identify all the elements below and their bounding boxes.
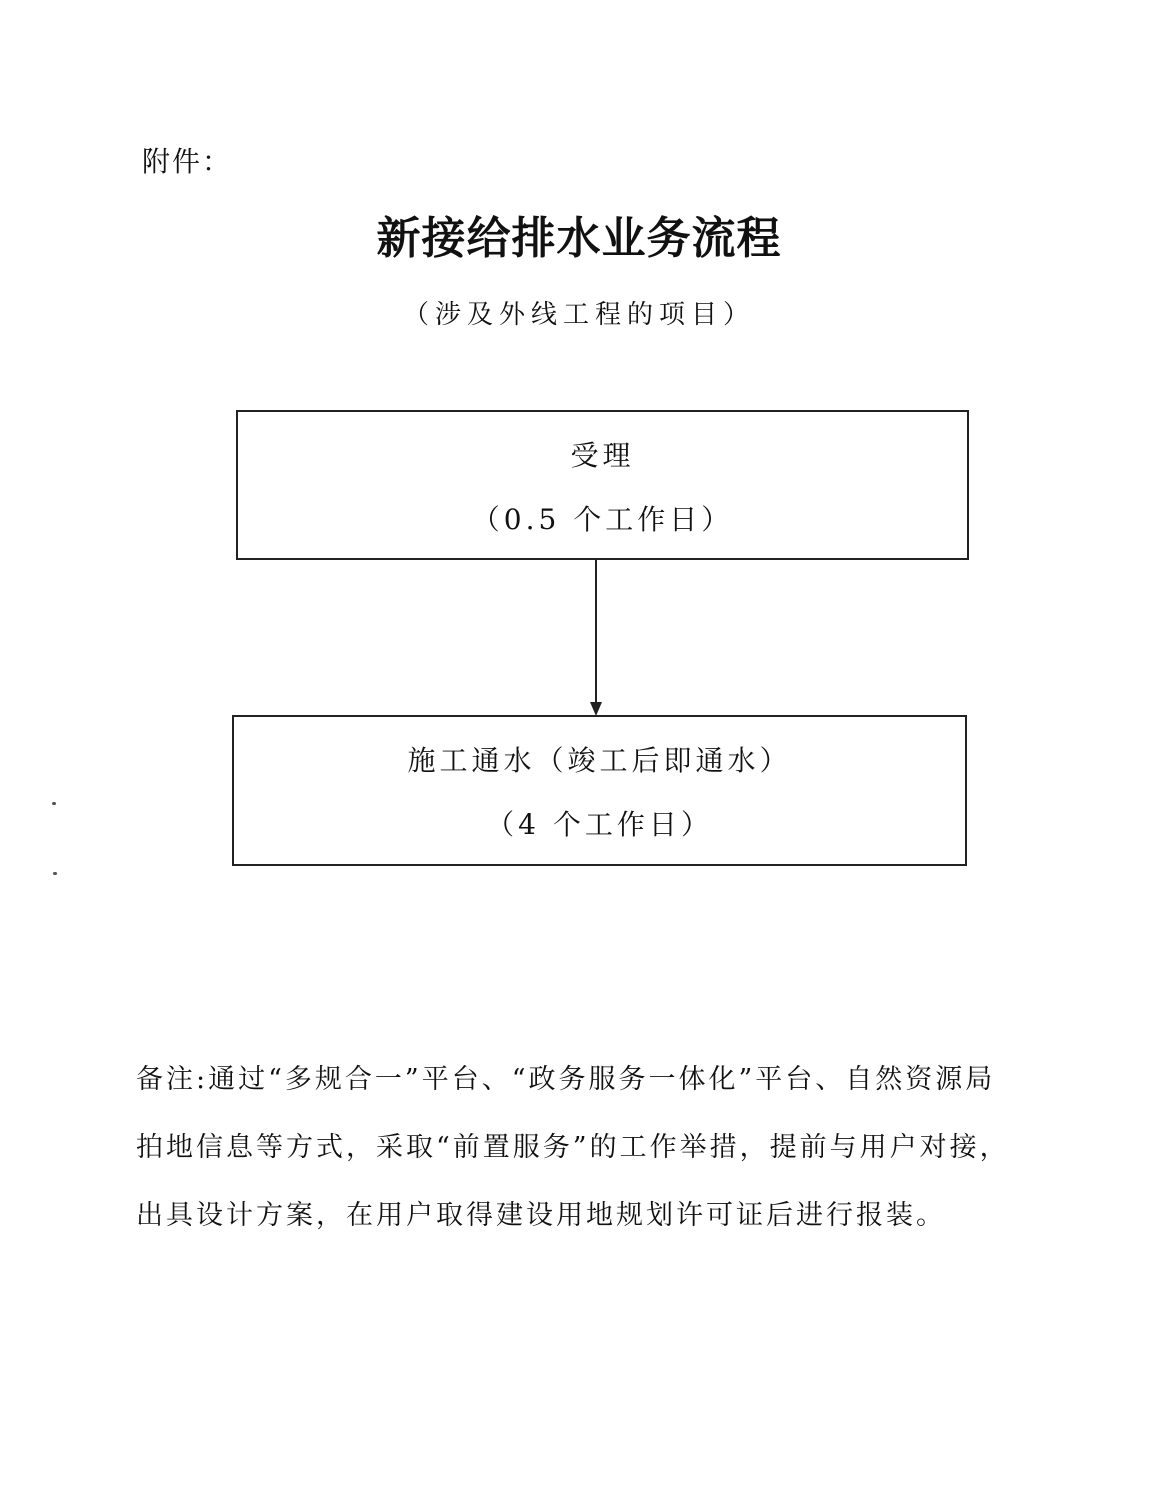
flow-step-name: 受理 [570, 439, 635, 472]
attachment-label: 附件： [142, 145, 233, 178]
flow-step-construction [232, 715, 967, 866]
flow-step-name: 施工通水（竣工后即通水） [407, 744, 792, 777]
flow-step-acceptance [236, 410, 969, 560]
note-line: 拍地信息等方式，采取“前置服务”的工作举措，提前与用户对接， [136, 1132, 1010, 1163]
document-title: 新接给排水业务流程 [376, 213, 782, 264]
scan-speck [52, 802, 56, 805]
note-line: 出具设计方案，在用户取得建设用地规划许可证后进行报装。 [136, 1200, 946, 1231]
note-line: 备注:通过“多规合一”平台、“政务服务一体化”平台、自然资源局 [136, 1064, 996, 1095]
flow-arrow [584, 560, 608, 718]
flow-step-duration: （4 个工作日） [486, 808, 713, 841]
document-subtitle: （涉及外线工程的项目） [402, 300, 755, 330]
flow-step-duration: （0.5 个工作日） [471, 503, 734, 536]
remarks-note [136, 1046, 1036, 1250]
scan-speck [53, 872, 57, 875]
